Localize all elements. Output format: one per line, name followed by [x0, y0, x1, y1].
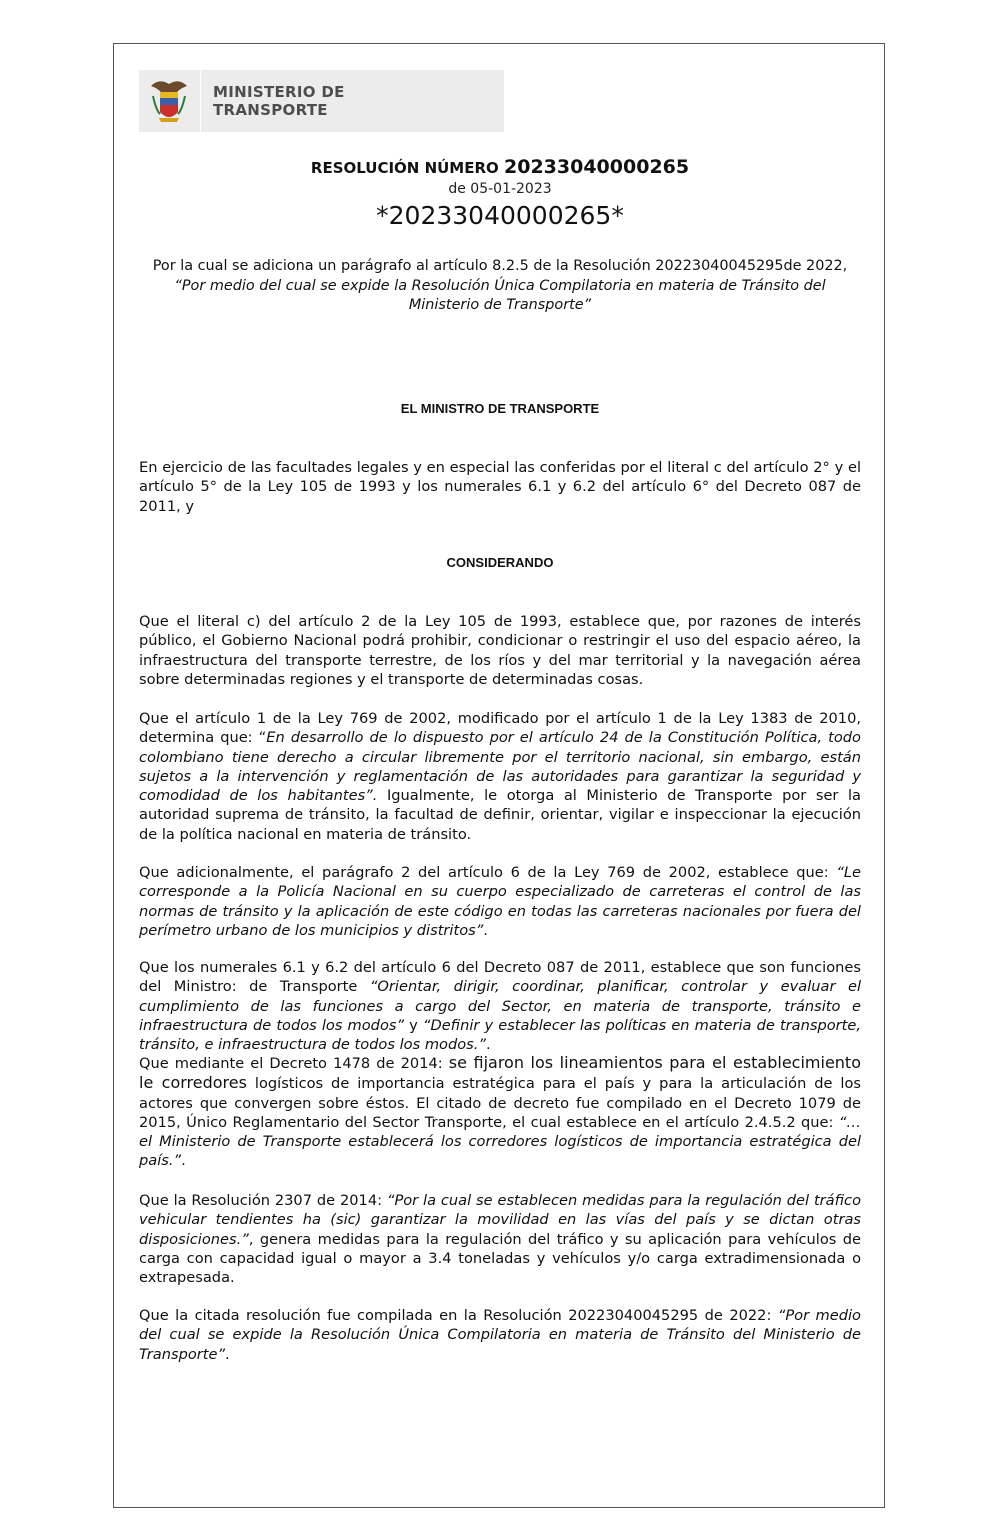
- resolution-date: de 05-01-2023: [448, 181, 552, 197]
- paragraph-5: Que mediante el Decreto 1478 de 2014: se fijaron los lineamientos para el establecimiento le corredores logísticos de importancia estratégica para el país y para la articulación de los actores que convergen sobre éstos. El citado de decreto fue compilado en el Decreto 1079 de 2015, Único Reglamentario del Sector Transporte, el cual establece en el artículo 2.4.5.2 que: “…el Ministerio de Transporte establecerá los corredores logísticos de importancia estratégica del país.”.: [139, 1053, 861, 1170]
- paragraph-1: Que el literal c) del artículo 2 de la Ley 105 de 1993, establece que, por razones de interés público, el Gobierno Nacional podrá prohibir, condicionar o restringir el uso del espacio aéreo, la infraestructura del transporte terrestre, de los ríos y del mar territorial y la navegación aérea sobre determinadas regiones y el transporte de determinadas cosas.: [139, 613, 861, 688]
- minister-heading: EL MINISTRO DE TRANSPORTE: [400, 401, 600, 416]
- paragraph-3: Que adicionalmente, el parágrafo 2 del artículo 6 de la Ley 769 de 2002, establece que: “Le corresponde a la Policía Nacional en su cuerpo especializado de carreteras el control de las normas de tránsito y la aplicación de este código en todas las carreteras nacionales por fuera del perímetro urbano de los municipios y distritos”.: [139, 864, 861, 939]
- coat-of-arms-icon: [147, 76, 191, 126]
- exercise-paragraph: En ejercicio de las facultades legales y en especial las conferidas por el literal c del artículo 2° y el artículo 5° de la Ley 105 de 1993 y los numerales 6.1 y 6.2 del artículo 6° del Decreto 087 de 2011, y: [139, 459, 861, 515]
- subject-plain: Por la cual se adiciona un parágrafo al artículo 8.2.5 de la Resolución 20223040045295de 2022,: [152, 258, 848, 274]
- resolution-label: RESOLUCIÓN NÚMERO: [310, 159, 499, 177]
- paragraph-7: Que la citada resolución fue compilada en la Resolución 20223040045295 de 2022: “Por medio del cual se expide la Resolución Única Compilatoria en materia de Tránsito del Ministerio de Transporte”.: [139, 1307, 861, 1363]
- barcode-text: *20233040000265*: [376, 201, 624, 230]
- paragraph-6: Que la Resolución 2307 de 2014: “Por la cual se establecen medidas para la regulación del tráfico vehicular tendientes ha (sic) garantizar la movilidad en las vías del país y se dictan otras disposiciones.”, genera medidas para la regulación del tráfico y su aplicación para vehículos de carga con capacidad igual o mayor a 3.4 toneladas y vehículos y/o carga extradimensionada o extrapesada.: [139, 1192, 861, 1287]
- paragraph-2: Que el artículo 1 de la Ley 769 de 2002, modificado por el artículo 1 de la Ley 1383 de 2010, determina que: “En desarrollo de lo dispuesto por el artículo 24 de la Constitución Política, todo colombiano tiene derecho a circular libremente por el territorio nacional, sin embargo, están sujetos a la intervención y reglamentación de las autoridades para garantizar la seguridad y comodidad de los habitantes”. Igualmente, le otorga al Ministerio de Transporte por ser la autoridad suprema de tránsito, la facultad de definir, orientar, vigilar e inspeccionar la ejecución de la política nacional en materia de tránsito.: [139, 710, 861, 843]
- considering-heading: CONSIDERANDO: [446, 555, 554, 570]
- ministry-logo: [139, 70, 504, 132]
- resolution-number: 20233040000265: [504, 156, 690, 178]
- ministry-name-line2: TRANSPORTE: [213, 101, 328, 119]
- ministry-name-line1: MINISTERIO DE: [213, 83, 345, 101]
- ministry-name: [213, 83, 345, 119]
- resolution-title: [114, 156, 886, 178]
- document-page: [113, 43, 885, 1508]
- subject-italic: “Por medio del cual se expide la Resolución Única Compilatoria en materia de Tránsito del Ministerio de Transporte”: [174, 277, 826, 313]
- paragraph-4: Que los numerales 6.1 y 6.2 del artículo 6 del Decreto 087 de 2011, establece que son funciones del Ministro: de Transporte “Orientar, dirigir, coordinar, planificar, controlar y evaluar el cumplimiento de las funciones a cargo del Sector, en materia de transporte, tránsito e infraestructura de todos los modos” y “Definir y establecer las políticas en materia de transporte, tránsito, e infraestructura de todos los modos.”.: [139, 959, 862, 1054]
- resolution-subject: [139, 257, 861, 316]
